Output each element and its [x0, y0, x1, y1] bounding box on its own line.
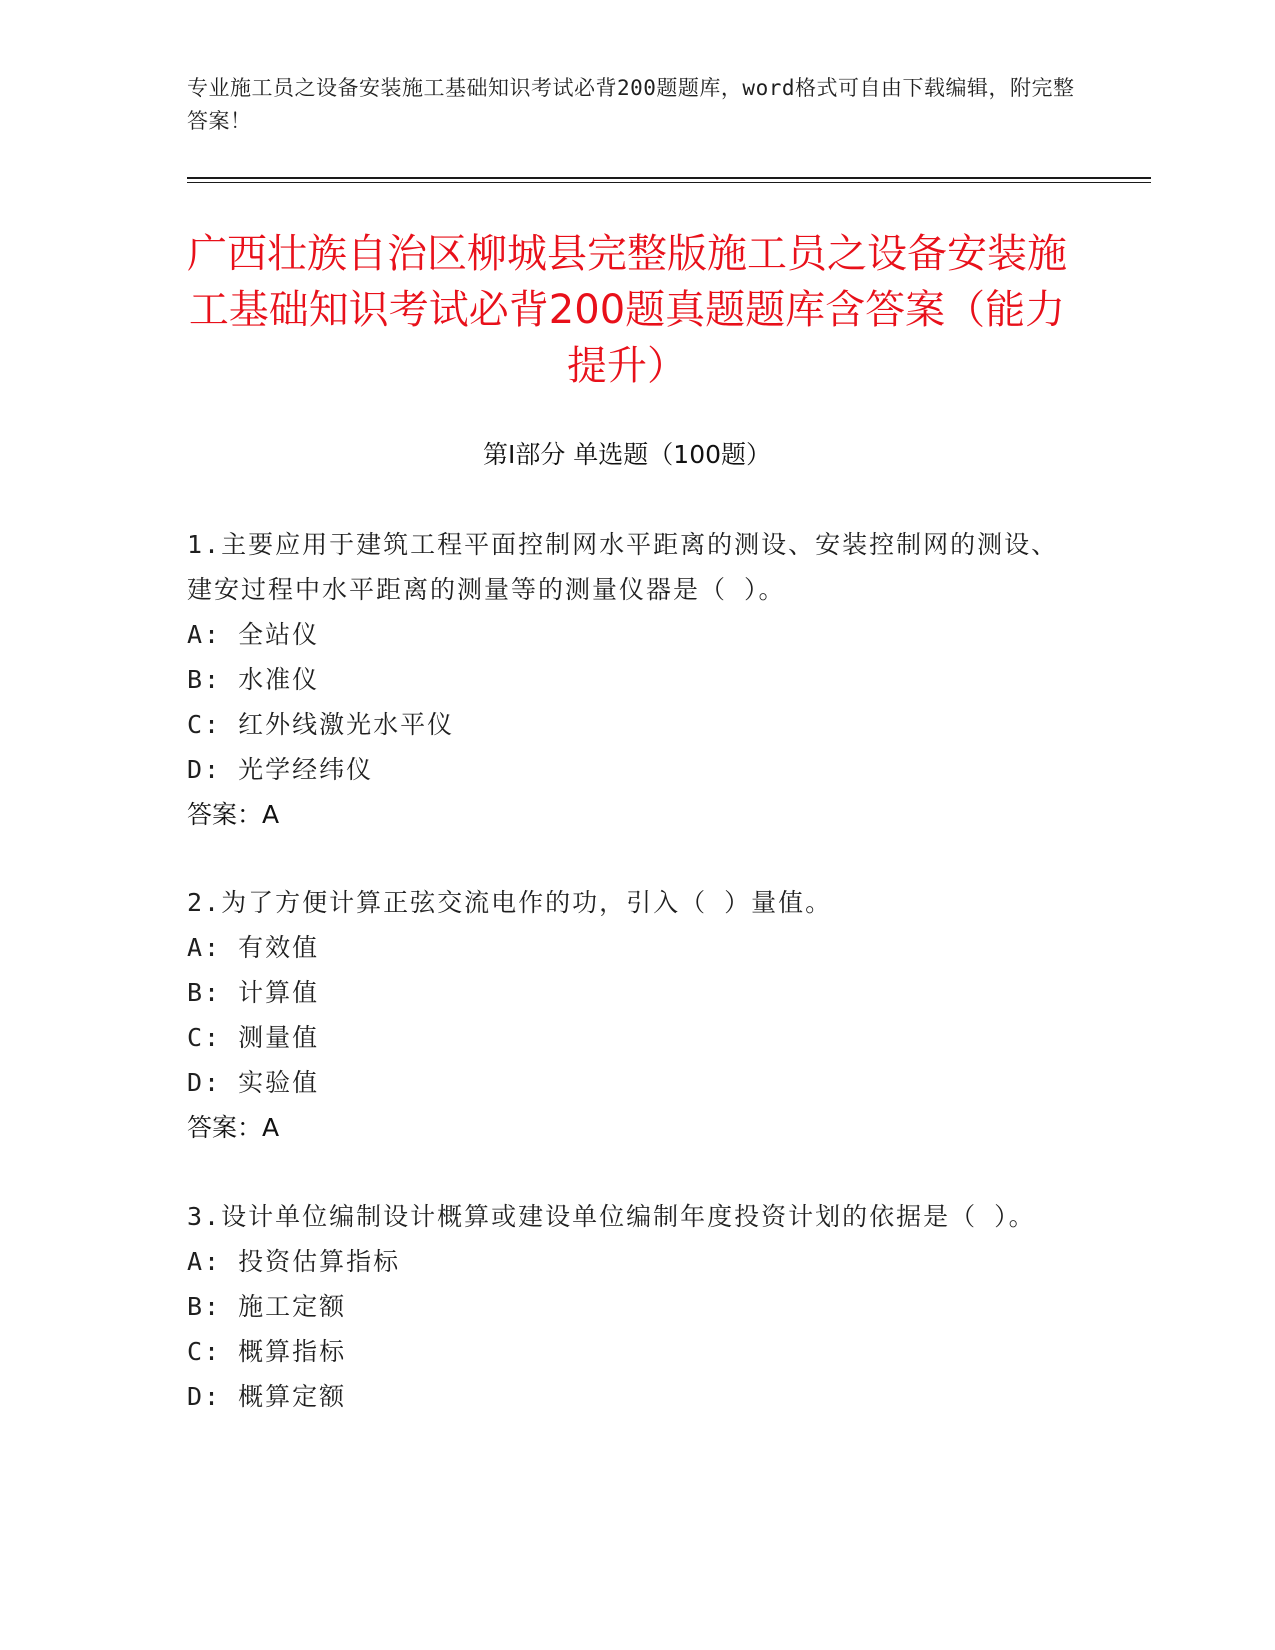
option-a: A: 全站仪 — [187, 620, 320, 649]
option-c: C: 测量值 — [187, 1023, 320, 1052]
question-3 — [187, 1194, 1067, 1419]
option-d: D: 光学经纬仪 — [187, 755, 374, 784]
section-heading: 第Ⅰ部分 单选题（100题） — [482, 440, 772, 469]
answer: 答案：A — [187, 1113, 280, 1142]
answer: 答案：A — [187, 800, 280, 829]
document-title: 广西壮族自治区柳城县完整版施工员之设备安装施工基础知识考试必背200题真题题库含答案（能力提升） — [187, 231, 1067, 389]
question-stem: 3.设计单位编制设计概算或建设单位编制年度投资计划的依据是（ ）。 — [187, 1202, 1036, 1231]
option-c: C: 概算指标 — [187, 1337, 347, 1366]
option-a: A: 投资估算指标 — [187, 1247, 401, 1276]
question-2 — [187, 880, 1067, 1150]
question-stem: 1.主要应用于建筑工程平面控制网水平距离的测设、安装控制网的测设、建安过程中水平距离的测量等的测量仪器是（ ）。 — [187, 530, 1059, 604]
option-a: A: 有效值 — [187, 933, 320, 962]
option-b: B: 水准仪 — [187, 665, 320, 694]
header-note: 专业施工员之设备安装施工基础知识考试必背200题题库，word格式可自由下载编辑，附完整答案！ — [187, 76, 1075, 133]
option-c: C: 红外线激光水平仪 — [187, 710, 455, 739]
question-stem: 2.为了方便计算正弦交流电作的功，引入（ ）量值。 — [187, 888, 833, 917]
option-b: B: 施工定额 — [187, 1292, 347, 1321]
question-1 — [187, 522, 1067, 837]
option-d: D: 概算定额 — [187, 1382, 347, 1411]
header-divider-thin — [187, 182, 1151, 183]
header-divider — [187, 177, 1151, 179]
option-b: B: 计算值 — [187, 978, 320, 1007]
option-d: D: 实验值 — [187, 1068, 320, 1097]
